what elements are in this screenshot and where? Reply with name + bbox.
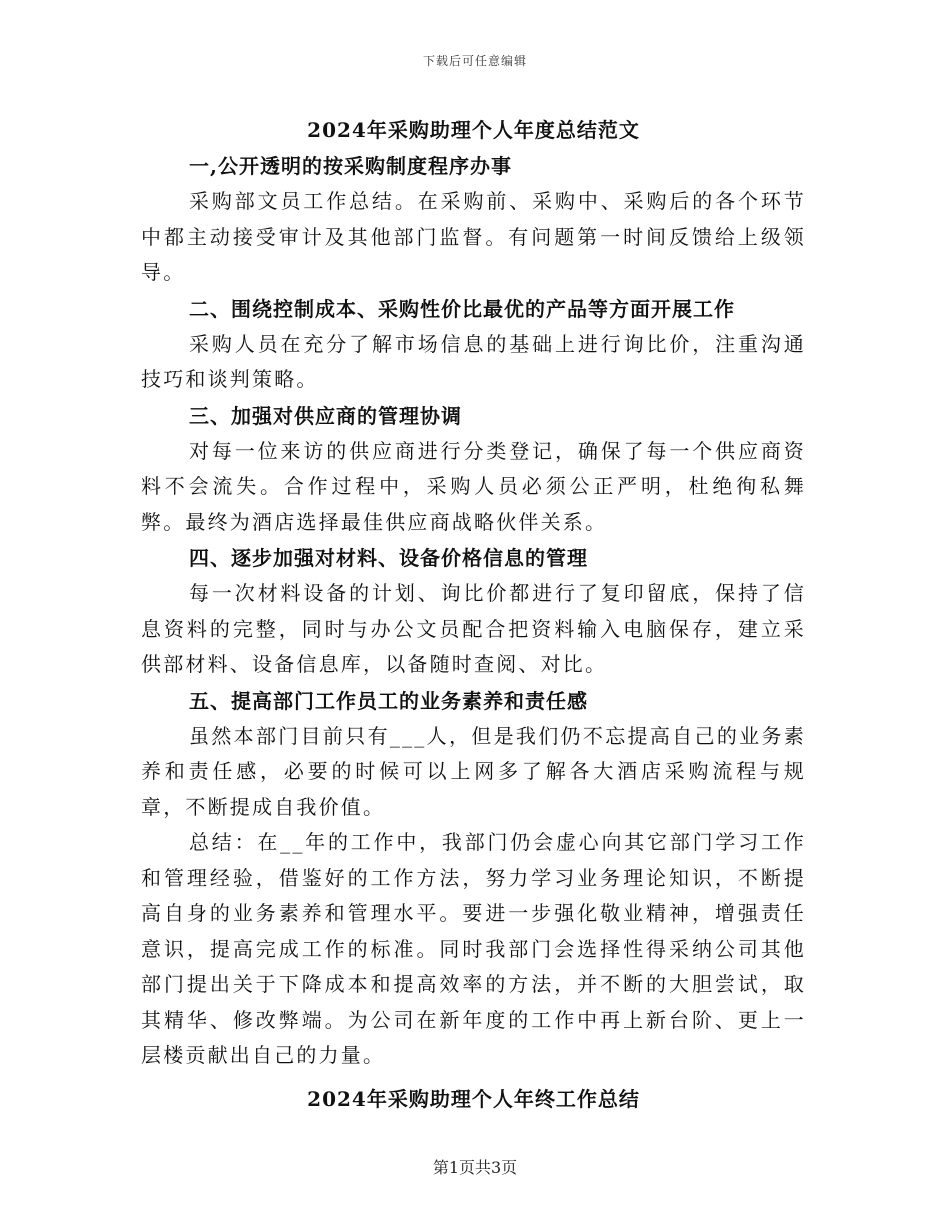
section-body-5: 虽然本部门目前只有___人，但是我们仍不忘提高自己的业务素养和责任感，必要的时候可以上网多了解各大酒店采购流程与规章，不断提成自我价值。 (141, 723, 806, 819)
section-heading-5: 五、提高部门工作员工的业务素养和责任感 (189, 688, 588, 713)
page-indicator: 第1页共3页 (432, 1158, 518, 1177)
section-heading-2: 二、围绕控制成本、采购性价比最优的产品等方面开展工作 (189, 296, 735, 321)
section-body-3: 对每一位来访的供应商进行分类登记，确保了每一个供应商资料不会流失。合作过程中，采购人员必须公正严明，杜绝徇私舞弊。最终为酒店选择最佳供应商战略伙伴关系。 (141, 438, 806, 534)
section-body-4: 每一次材料设备的计划、询比价都进行了复印留底，保持了信息资料的完整，同时与办公文员配合把资料输入电脑保存，建立采供部材料、设备信息库，以备随时查阅、对比。 (141, 581, 806, 676)
section-heading-3: 三、加强对供应商的管理协调 (189, 403, 462, 428)
section-heading-4: 四、逐步加强对材料、设备价格信息的管理 (189, 546, 588, 570)
section-body-2: 采购人员在充分了解市场信息的基础上进行询比价，注重沟通技巧和谈判策略。 (141, 331, 806, 391)
section-heading-1: 一,公开透明的按采购制度程序办事 (189, 154, 512, 178)
section-body-1: 采购部文员工作总结。在采购前、采购中、采购后的各个环节中都主动接受审计及其他部门监督。有问题第一时间反馈给上级领导。 (141, 189, 806, 284)
summary-paragraph: 总结：在__年的工作中，我部门仍会虚心向其它部门学习工作和管理经验，借鉴好的工作方法，努力学习业务理论知识，不断提高自身的业务素养和管理水平。要进一步强化敬业精神，增强责任意识，提高完成工作的标准。同时我部门会选择性得采纳公司其他部门提出关于下降成本和提高效率的方法，并不断的大胆尝试，取其精华、修改弊端。为公司在新年度的工作中再上新台阶、更上一层楼贡献出自己的力量。 (141, 830, 806, 1067)
document-body (141, 112, 806, 1117)
header-note: 下载后可任意编辑 (422, 54, 527, 68)
document-title: 2024年采购助理个人年度总结范文 (307, 118, 640, 142)
next-document-title: 2024年采购助理个人年终工作总结 (307, 1086, 640, 1111)
